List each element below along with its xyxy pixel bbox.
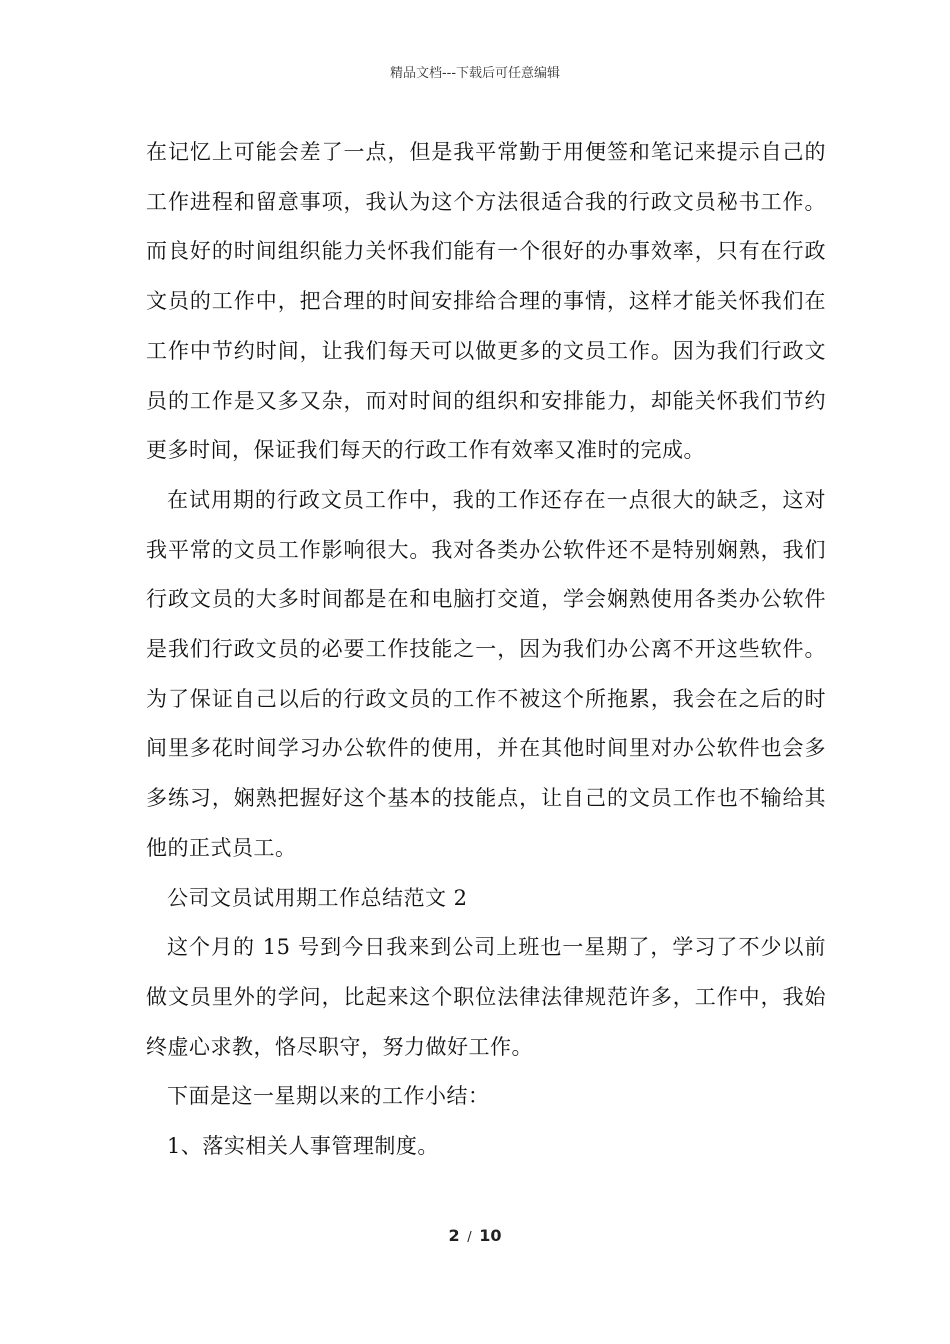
total-pages: 10 (479, 1226, 502, 1245)
page-separator: / (467, 1230, 472, 1245)
paragraph-3: 这个月的 15 号到今日我来到公司上班也一星期了，学习了不少以前做文员里外的学问，比起来这个职位法律法律规范许多，工作中，我始终虚心求教，恪尽职守，努力做好工作。 (146, 935, 826, 1059)
section-heading: 公司文员试用期工作总结范文 2 (167, 885, 468, 910)
paragraph-2: 在试用期的行政文员工作中，我的工作还存在一点很大的缺乏，这对我平常的文员工作影响很大。我对各类办公软件还不是特别娴熟，我们行政文员的大多时间都是在和电脑打交道，学会娴熟使用各类办公软件是我们行政文员的必要工作技能之一，因为我们办公离不开这些软件。为了保证自己以后的行政文员的工作不被这个所拖累，我会在之后的时间里多花时间学习办公软件的使用，并在其他时间里对办公软件也会多多练习，娴熟把握好这个基本的技能点，让自己的文员工作也不输给其他的正式员工。 (146, 487, 826, 860)
document-body (146, 128, 826, 1172)
list-item-1: 1、落实相关人事管理制度。 (167, 1134, 439, 1159)
page-number (0, 1226, 950, 1245)
paragraph-4: 下面是这一星期以来的工作小结： (167, 1084, 490, 1109)
page-header: 精品文档---下载后可任意编辑 (389, 66, 561, 81)
paragraph-1: 在记忆上可能会差了一点，但是我平常勤于用便签和笔记来提示自己的工作进程和留意事项，我认为这个方法很适合我的行政文员秘书工作。而良好的时间组织能力关怀我们能有一个很好的办事效率，只有在行政文员的工作中，把合理的时间安排给合理的事情，这样才能关怀我们在工作中节约时间，让我们每天可以做更多的文员工作。因为我们行政文员的工作是又多又杂，而对时间的组织和安排能力，却能关怀我们节约更多时间，保证我们每天的行政工作有效率又准时的完成。 (146, 140, 826, 463)
current-page: 2 (448, 1226, 460, 1245)
